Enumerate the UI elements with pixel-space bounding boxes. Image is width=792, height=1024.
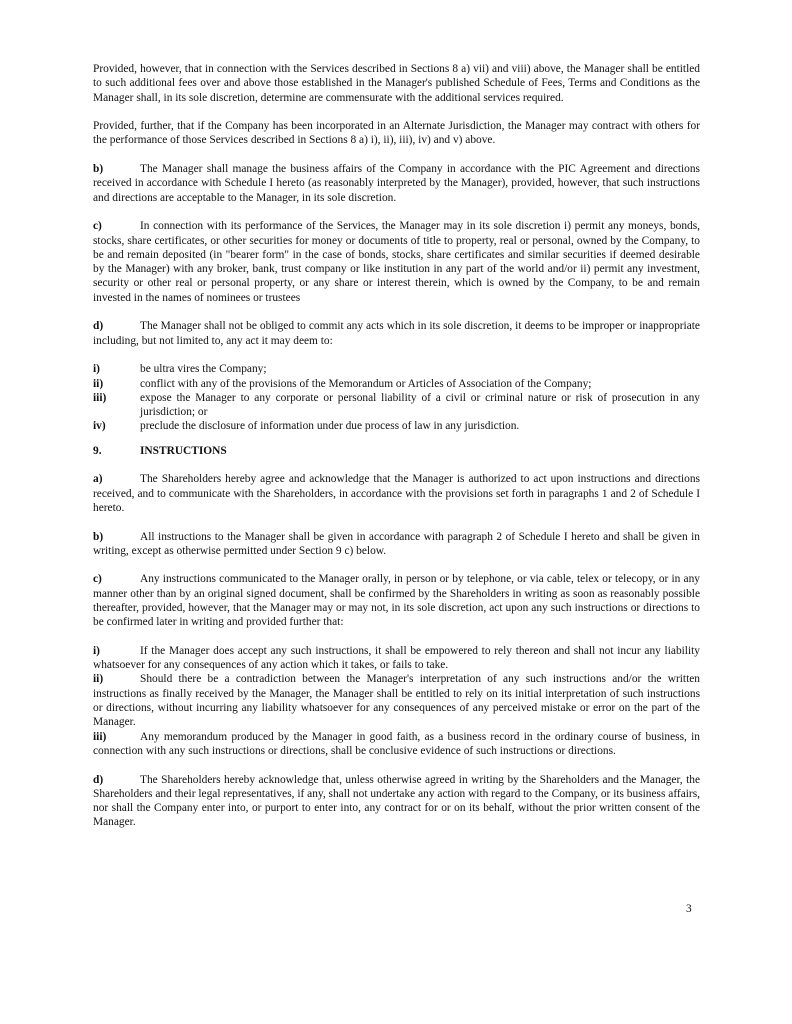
list-item-number: ii) xyxy=(93,673,104,686)
list-item-number: iv) xyxy=(93,420,106,433)
clause-text: The Manager shall manage the business affairs of the Company in accordance with the PIC Agreement and directions received in accordance with Schedule I hereto (as reasonably interpreted by the Manager), provided, however, that such instructions and directions are acceptable to the Manager, in its sole discretion. xyxy=(93,163,700,204)
clause-8d-list xyxy=(93,362,700,433)
list-item-text: Should there be a contradiction between the Manager's interpretation of any such instructions and/or the written instructions as finally received by the Manager, the Manager shall be entitled to rely on its initial interpretation of such instructions or directions, without incurring any liability whatsoever for any consequences of any perceived mistake or error on the part of the Manager. xyxy=(93,673,700,729)
list-item xyxy=(93,391,700,420)
list-item-number: i) xyxy=(93,363,100,376)
clause-label: b) xyxy=(93,163,104,176)
list-item-text: If the Manager does accept any such instructions, it shall be empowered to rely thereon and shall not incur any liability whatsoever for any consequences of any action which it takes, or fails to take. xyxy=(93,644,700,672)
list-item-number: ii) xyxy=(93,377,104,390)
section-heading xyxy=(93,444,700,458)
list-item-number: iii) xyxy=(93,391,107,404)
clause-9b xyxy=(93,530,700,559)
list-item-text: expose the Manager to any corporate or personal liability of a civil or criminal nature or risk of prosecution in any jurisdiction; or xyxy=(140,391,700,419)
clause-8b xyxy=(93,162,700,205)
clause-text: All instructions to the Manager shall be given in accordance with paragraph 2 of Schedule I hereto and shall be given in writing, except as otherwise permitted under Section 9 c) below. xyxy=(93,530,700,557)
proviso-paragraph-1: Provided, however, that in connection with the Services described in Sections 8 a) vii) and viii) above, the Manager shall be entitled to such additional fees over and above those established in the Manager's published Schedule of Fees, Terms and Conditions as the Manager shall, in its sole discretion, determine are commensurate with the additional services required. xyxy=(93,63,700,104)
clause-9c-list xyxy=(93,644,700,758)
clause-label: a) xyxy=(93,473,103,486)
list-item-number: i) xyxy=(93,644,100,657)
document-page xyxy=(93,62,700,844)
list-item xyxy=(93,377,700,391)
proviso-paragraph-2: Provided, further, that if the Company has been incorporated in an Alternate Jurisdiction, the Manager may contract with others for the performance of those Services described in Sections 8 a) i), ii), iii), iv) and v) above. xyxy=(93,120,700,147)
list-item-text: be ultra vires the Company; xyxy=(140,363,267,376)
section-title: INSTRUCTIONS xyxy=(140,444,227,457)
list-item-text: conflict with any of the provisions of the Memorandum or Articles of Association of the Company; xyxy=(140,377,592,390)
list-item xyxy=(93,419,700,433)
list-item xyxy=(93,730,700,759)
clause-text: The Manager shall not be obliged to commit any acts which in its sole discretion, it deems to be improper or inappropriate including, but not limited to, any act it may deem to: xyxy=(93,320,700,347)
list-item xyxy=(93,362,700,376)
clause-9c xyxy=(93,572,700,629)
clause-label: d) xyxy=(93,773,104,786)
clause-text: Any instructions communicated to the Manager orally, in person or by telephone, or via cable, telex or telecopy, or in any manner other than by an original signed document, shall be confirmed by the Shareholders in writing as soon as reasonably possible thereafter, provided, however, that the Manager may or may not, in its sole discretion, act upon any such instructions or directions to be confirmed later in writing and provided further that: xyxy=(93,573,700,629)
clause-label: d) xyxy=(93,320,104,333)
clause-text: The Shareholders hereby agree and acknowledge that the Manager is authorized to act upon instructions and directions received, and to communicate with the Shareholders, in accordance with the provisions set forth in paragraphs 1 and 2 of Schedule I hereto. xyxy=(93,473,700,514)
clause-text: The Shareholders hereby acknowledge that, unless otherwise agreed in writing by the Shareholders and the Manager, the Shareholders and their legal representatives, if any, shall not undertake any action with regard to the Company, or its business affairs, nor shall the Company enter into, or purport to enter into, any contract for or on its behalf, without the prior written consent of the Manager. xyxy=(93,773,700,829)
list-item-number: iii) xyxy=(93,730,107,743)
list-item xyxy=(93,672,700,729)
clause-8d xyxy=(93,319,700,348)
list-item xyxy=(93,644,700,673)
clause-label: b) xyxy=(93,530,104,543)
clause-9d xyxy=(93,773,700,830)
section-number: 9. xyxy=(93,444,102,457)
clause-label: c) xyxy=(93,220,102,233)
clause-9a xyxy=(93,472,700,515)
page-number: 3 xyxy=(686,903,692,915)
clause-label: c) xyxy=(93,573,102,586)
clause-text: In connection with its performance of the Services, the Manager may in its sole discretion i) permit any moneys, bonds, stocks, share certificates, or other securities for money or documents of title to property, real or personal, owned by the Company, to be and remain deposited (in "bearer form" in the case of bonds, stocks, share certificates and similar securities if deemed desirable by the Manager) with any broker, bank, trust company or like institution in any part of the world and/or ii) permit any investment, security or other real or personal property, or any share or interest therein, which is owned by the Company, to be and remain invested in the names of nominees or trustees xyxy=(93,220,700,304)
list-item-text: preclude the disclosure of information under due process of law in any jurisdiction. xyxy=(140,420,520,433)
clause-8c xyxy=(93,219,700,305)
list-item-text: Any memorandum produced by the Manager in good faith, as a business record in the ordinary course of business, in connection with any such instructions or directions, shall be conclusive evidence of such instructions or directions. xyxy=(93,730,700,757)
